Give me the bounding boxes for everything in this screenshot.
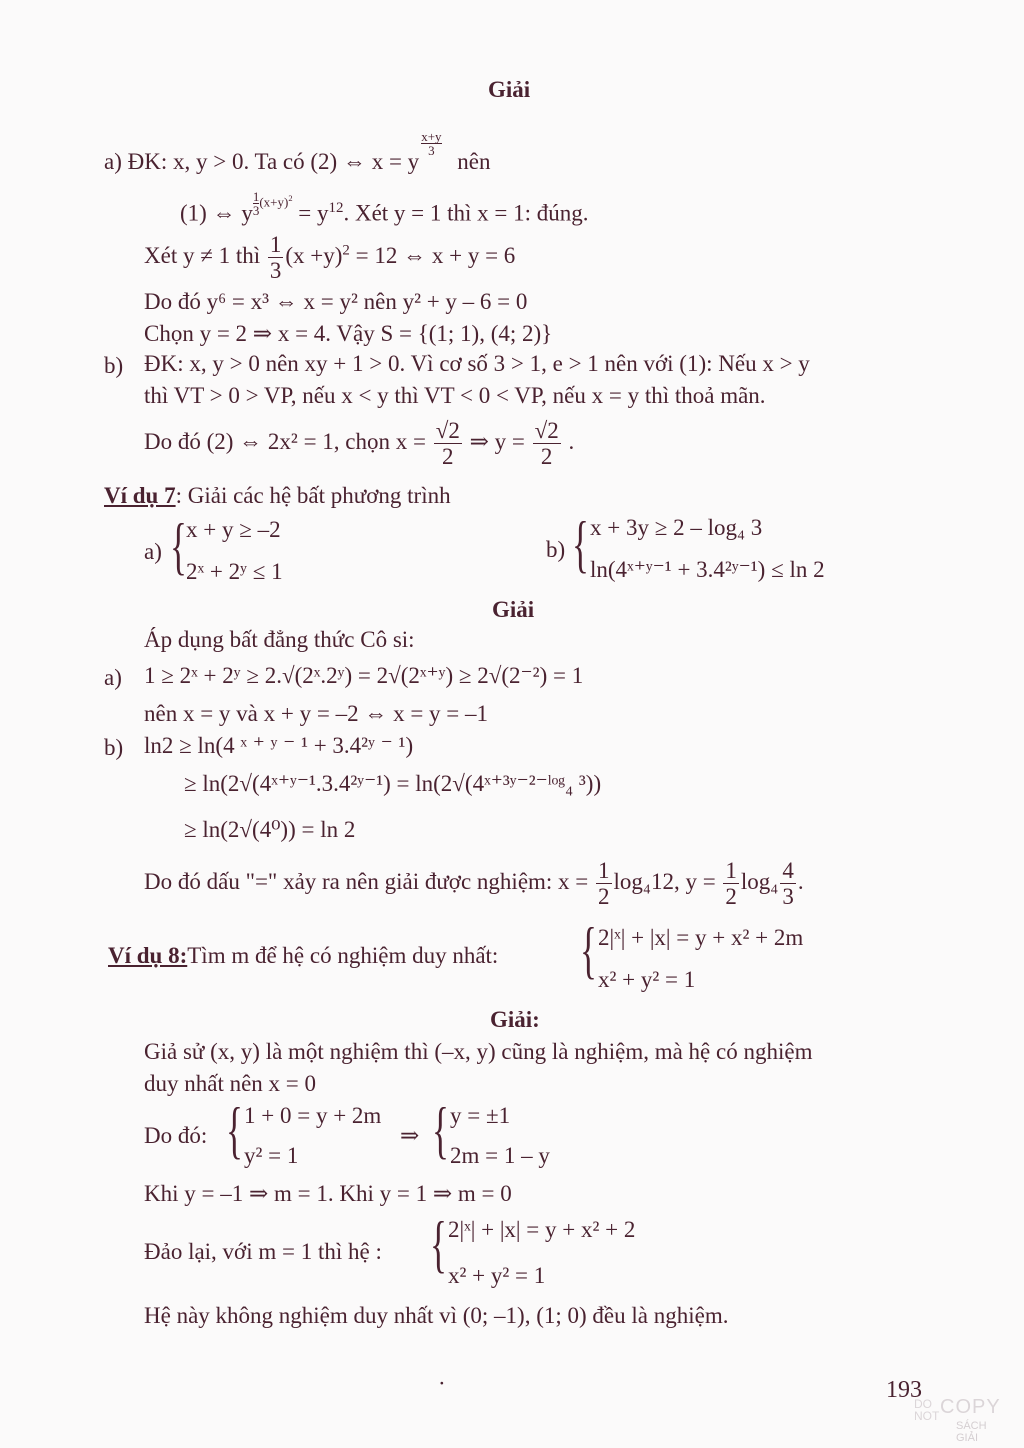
giai-2-conclusion-b: log₄12, y =: [613, 869, 716, 895]
giai-2-b-line-3: ≥ ln(2√(4⁰)) = ln 2: [184, 817, 356, 842]
watermark-site: SÁCH GIẢI: [956, 1420, 987, 1444]
example-7-label: Ví dụ 7: [104, 483, 176, 508]
giai-3-line-1: Giả sử (x, y) là một nghiệm thì (–x, y) cũng là nghiệm, mà hệ có nghiệm: [144, 1039, 813, 1064]
giai-2-conclusion-c: log₄: [740, 869, 779, 895]
watermark-copy: COPY: [940, 1396, 1001, 1418]
frac-den: 2: [598, 884, 610, 910]
part-a-line-2-b: = y: [298, 200, 329, 226]
part-a-line-3-a: Xét y ≠ 1 thì: [144, 243, 261, 269]
example-8-heading: [108, 944, 498, 967]
part-a-line-1: [104, 130, 491, 173]
giai-2-b-line-1: ln2 ≥ ln(4 ˣ ⁺ ʸ ⁻ ¹ + 3.4²ʸ ⁻ ¹): [144, 733, 414, 758]
part-a-line-5: Chọn y = 2 ⇒ x = 4. Vậy S = {(1; 1), (4; 2)}: [144, 321, 553, 346]
part-a-line-3-b: (x +y): [285, 243, 343, 269]
frac-den: 2: [725, 884, 737, 910]
part-a-line-2: (1) ⇔ y $\frac{1}{3}$ $(x+y)^2 = y^{12}$. Xét y = 1 thì x = 1: đúng.: [180, 189, 589, 226]
brace-icon: {: [226, 1094, 243, 1165]
giai-3-system-1-eq-1: 1 + 0 = y + 2m: [244, 1103, 382, 1128]
brace-icon: {: [170, 510, 187, 581]
brace-icon: {: [572, 508, 589, 579]
example-7-text: : Giải các hệ bất phương trình: [175, 483, 451, 508]
part-b-line-3: Do đó (2) ⇔ 2x² = 1, chọn x = $\frac{√2}{2}$ ⇒ y = $\frac{√2}{2}$ .: [144, 418, 575, 470]
example-7-heading: [104, 484, 451, 507]
example-7-a-eq-2: 2ˣ + 2ʸ ≤ 1: [186, 559, 283, 584]
brace-icon: {: [432, 1094, 449, 1165]
giai-2-a-line-1: 1 ≥ 2ˣ + 2ʸ ≥ 2.√(2ˣ.2ʸ) = 2√(2ˣ⁺ʸ) ≥ 2√(2⁻²) = 1: [144, 663, 584, 688]
frac-sqrt2-num: √2: [435, 418, 460, 443]
part-b-line-1: ĐK: x, y > 0 nên xy + 1 > 0. Vì cơ số 3 > 1, e > 1 nên với (1): Nếu x > y: [144, 351, 810, 376]
part-a-line-4: Do đó y⁶ = x³ ⇔ x = y² nên y² + y – 6 = 0: [144, 289, 528, 314]
frac-num: 1: [725, 858, 737, 883]
example-7-a-eq-1: x + y ≥ –2: [186, 517, 281, 542]
example-8-label: Ví dụ 8:: [108, 943, 188, 968]
giai-3-system-1-eq-2: y² = 1: [244, 1143, 299, 1168]
giai-2-a-label: a): [104, 665, 122, 690]
part-a-line-2-pow: 12: [328, 199, 344, 216]
footer-dot: ·: [438, 1371, 446, 1396]
part-b-line-3-b: ⇒ y =: [469, 429, 525, 455]
giai-3-system-3-eq-2: x² + y² = 1: [448, 1263, 546, 1288]
brace-icon: {: [430, 1208, 447, 1279]
part-a-line-1-end: nên: [457, 149, 491, 174]
giai-3-line-5: Đảo lại, với m = 1 thì hệ :: [144, 1239, 382, 1264]
exp-denominator: 3: [428, 143, 435, 158]
giai-3-line-3: Do đó:: [144, 1123, 208, 1148]
giai-2-b-line-2: ≥ ln(2√(4ˣ⁺ʸ⁻¹.3.4²ʸ⁻¹) = ln(2√(4ˣ⁺³ʸ⁻²⁻ˡᵒᵍ₄ ³)): [184, 771, 602, 796]
giai-2-conclusion-a: Do đó dấu "=" xảy ra nên giải được nghiệm: x =: [144, 869, 589, 895]
watermark-do-not: DO NOT: [914, 1397, 940, 1423]
watermark-logo: [914, 1396, 1010, 1444]
giai-3-system-2-eq-2: 2m = 1 – y: [450, 1143, 550, 1168]
giai-3-line-4: Khi y = –1 ⇒ m = 1. Khi y = 1 ⇒ m = 0: [144, 1181, 512, 1206]
example-8-eq-1: 2|ˣ| + |x| = y + x² + 2m: [598, 925, 804, 950]
example-8-text: Tìm m để hệ có nghiệm duy nhất:: [187, 943, 499, 968]
frac-num: 4: [782, 858, 794, 883]
part-b-line-3-a: Do đó (2) ⇔ 2x² = 1, chọn x =: [144, 429, 426, 455]
giai-3-system-3-eq-1: 2|ˣ| + |x| = y + x² + 2: [448, 1217, 636, 1242]
heading-giai-2: Giải: [492, 597, 535, 622]
example-8-eq-2: x² + y² = 1: [598, 967, 696, 992]
frac-sqrt2-den-2: 2: [540, 444, 553, 470]
part-a-line-2-a: (1) ⇔ y: [180, 200, 253, 226]
giai-3-system-2-eq-1: y = ±1: [450, 1103, 511, 1128]
heading-giai-3: Giải:: [490, 1007, 540, 1032]
brace-icon: {: [580, 914, 597, 985]
part-a-line-3-c: = 12 ⇔ x + y = 6: [355, 243, 516, 269]
example-7-a-label: a): [144, 539, 162, 564]
giai-3-line-2: duy nhất nên x = 0: [144, 1071, 317, 1096]
example-7-b-eq-1: x + 3y ≥ 2 – log₄ 3: [590, 515, 763, 540]
implies-icon: ⇒: [400, 1123, 420, 1148]
giai-2-intro: Áp dụng bất đẳng thức Cô si:: [144, 627, 415, 652]
part-a-line-1-text: a) ĐK: x, y > 0. Ta có (2) ⇔ x = y: [104, 149, 420, 174]
frac-num: 1: [598, 858, 610, 883]
giai-3-line-6: Hệ này không nghiệm duy nhất vì (0; –1), (1; 0) đều là nghiệm.: [144, 1303, 729, 1328]
example-7-b-eq-2: ln(4ˣ⁺ʸ⁻¹ + 3.4²ʸ⁻¹) ≤ ln 2: [590, 557, 825, 582]
part-b-line-2: thì VT > 0 > VP, nếu x < y thì VT < 0 < VP, nếu x = y thì thoả mãn.: [144, 383, 766, 408]
heading-giai-1: Giải: [488, 77, 531, 102]
exp-numerator: x+y: [421, 129, 442, 144]
giai-2-b-label: b): [104, 735, 124, 760]
part-a-line-2-exp: (x+y): [259, 194, 289, 210]
giai-2-a-line-2: nên x = y và x + y = –2 ⇔ x = y = –1: [144, 701, 489, 726]
frac-sqrt2-num-2: √2: [534, 418, 559, 443]
frac-den: 3: [782, 884, 794, 910]
part-a-line-3: Xét y ≠ 1 thì $\frac{1}{3}$ $(x +y)^2 = 12$ ⇔ x + y = 6: [144, 232, 516, 284]
giai-2-conclusion: Do đó dấu "=" xảy ra nên giải được nghiệm: x = $\frac{1}{2}$ log₄12, y = $\frac{1}{2}$ log₄ $\frac{4}{3}$ .: [144, 858, 804, 910]
part-b-label: b): [104, 353, 124, 378]
frac-sqrt2-den: 2: [442, 444, 454, 470]
example-7-b-label: b): [546, 537, 566, 562]
part-a-line-2-c: . Xét y = 1 thì x = 1: đúng.: [343, 200, 589, 226]
page-number: 193: [886, 1377, 922, 1403]
